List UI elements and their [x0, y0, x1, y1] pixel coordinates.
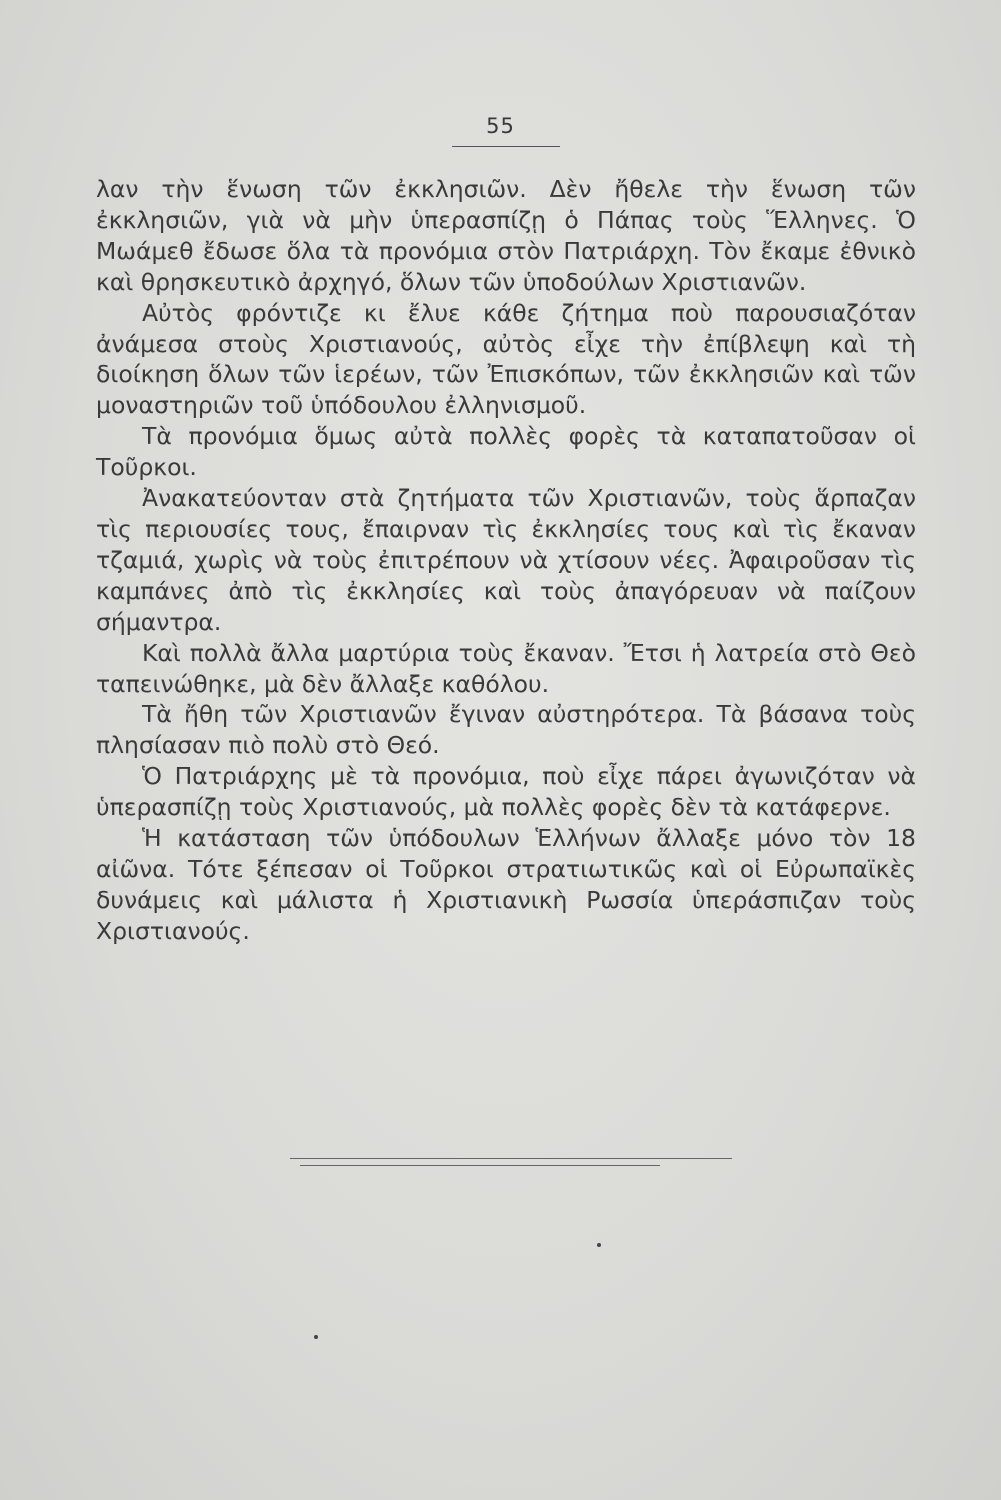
paragraph: Τὰ προνόμια ὅμως αὐτὰ πολλὲς φορὲς τὰ καταπατοῦσαν οἱ Τοῦρκοι.	[96, 422, 916, 482]
page-body	[96, 174, 916, 947]
page-number: 55	[486, 114, 515, 138]
end-rule-line	[300, 1165, 660, 1166]
paragraph: Ὁ Πατριάρχης μὲ τὰ προνόμια, ποὺ εἶχε πάρει ἀγωνιζόταν νὰ ὑπερασπίζῃ τοὺς Χριστιανούς, μὰ πολλὲς φορὲς δὲν τὰ κατάφερνε.	[96, 762, 916, 822]
paragraph: Ἀνακατεύονταν στὰ ζητήματα τῶν Χριστιανῶν, τοὺς ἅρπαζαν τὶς περιουσίες τους, ἔπαιρναν τὶς ἐκκλησίες τους καὶ τὶς ἔκαναν τζαμιά, χωρὶς νὰ τοὺς ἐπιτρέπουν νὰ χτίσουν νέες. Ἀφαιροῦσαν τὶς καμπάνες ἀπὸ τὶς ἐκκλησίες καὶ τοὺς ἀπαγόρευαν νὰ παίζουν σήμαντρα.	[96, 484, 916, 636]
print-speck	[314, 1335, 318, 1339]
paragraph: Καὶ πολλὰ ἄλλα μαρτύρια τοὺς ἔκαναν. Ἔτσι ἡ λατρεία στὸ Θεὸ ταπεινώθηκε, μὰ δὲν ἄλλαξε καθόλου.	[96, 638, 916, 698]
paragraph: Τὰ ἤθη τῶν Χριστιανῶν ἔγιναν αὐστηρότερα. Τὰ βάσανα τοὺς πλησίασαν πιὸ πολὺ στὸ Θεό.	[96, 700, 916, 760]
end-rule-line	[290, 1158, 732, 1159]
print-speck	[597, 1243, 601, 1247]
paragraph-continuation: λαν τὴν ἕνωση τῶν ἐκκλησιῶν. Δὲν ἤθελε τὴν ἕνωση τῶν ἐκκλησιῶν, γιὰ νὰ μὴν ὑπερασπίζῃ ὁ Πάπας τοὺς Ἕλληνες. Ὁ Μωάμεθ ἔδωσε ὅλα τὰ προνόμια στὸν Πατριάρχη. Τὸν ἔκαμε ἐθνικὸ καὶ θρησκευτικὸ ἀρχηγό, ὅλων τῶν ὑποδούλων Χριστιανῶν.	[96, 175, 916, 296]
chapter-end-rule	[290, 1158, 732, 1172]
paragraph: Αὐτὸς φρόντιζε κι ἔλυε κάθε ζήτημα ποὺ παρουσιαζόταν ἀνάμεσα στοὺς Χριστιανούς, αὐτὸς εἶχε τὴν ἐπίβλεψη καὶ τὴ διοίκηση ὅλων τῶν ἱερέων, τῶν Ἐπισκόπων, τῶν ἐκκλησιῶν καὶ τῶν μοναστηριῶν τοῦ ὑπόδουλου ἐλληνισμοῦ.	[96, 298, 916, 420]
paragraph: Ἡ κατάσταση τῶν ὑπόδουλων Ἑλλήνων ἄλλαξε μόνο τὸν 18 αἰῶνα. Τότε ξέπεσαν οἱ Τοῦρκοι στρατιωτικῶς καὶ οἱ Εὐρωπαϊκὲς δυνάμεις καὶ μάλιστα ἡ Χριστιανικὴ Ρωσσία ὑπεράσπιζαν τοὺς Χριστιανούς.	[96, 824, 916, 945]
page-number-underline	[452, 146, 560, 147]
